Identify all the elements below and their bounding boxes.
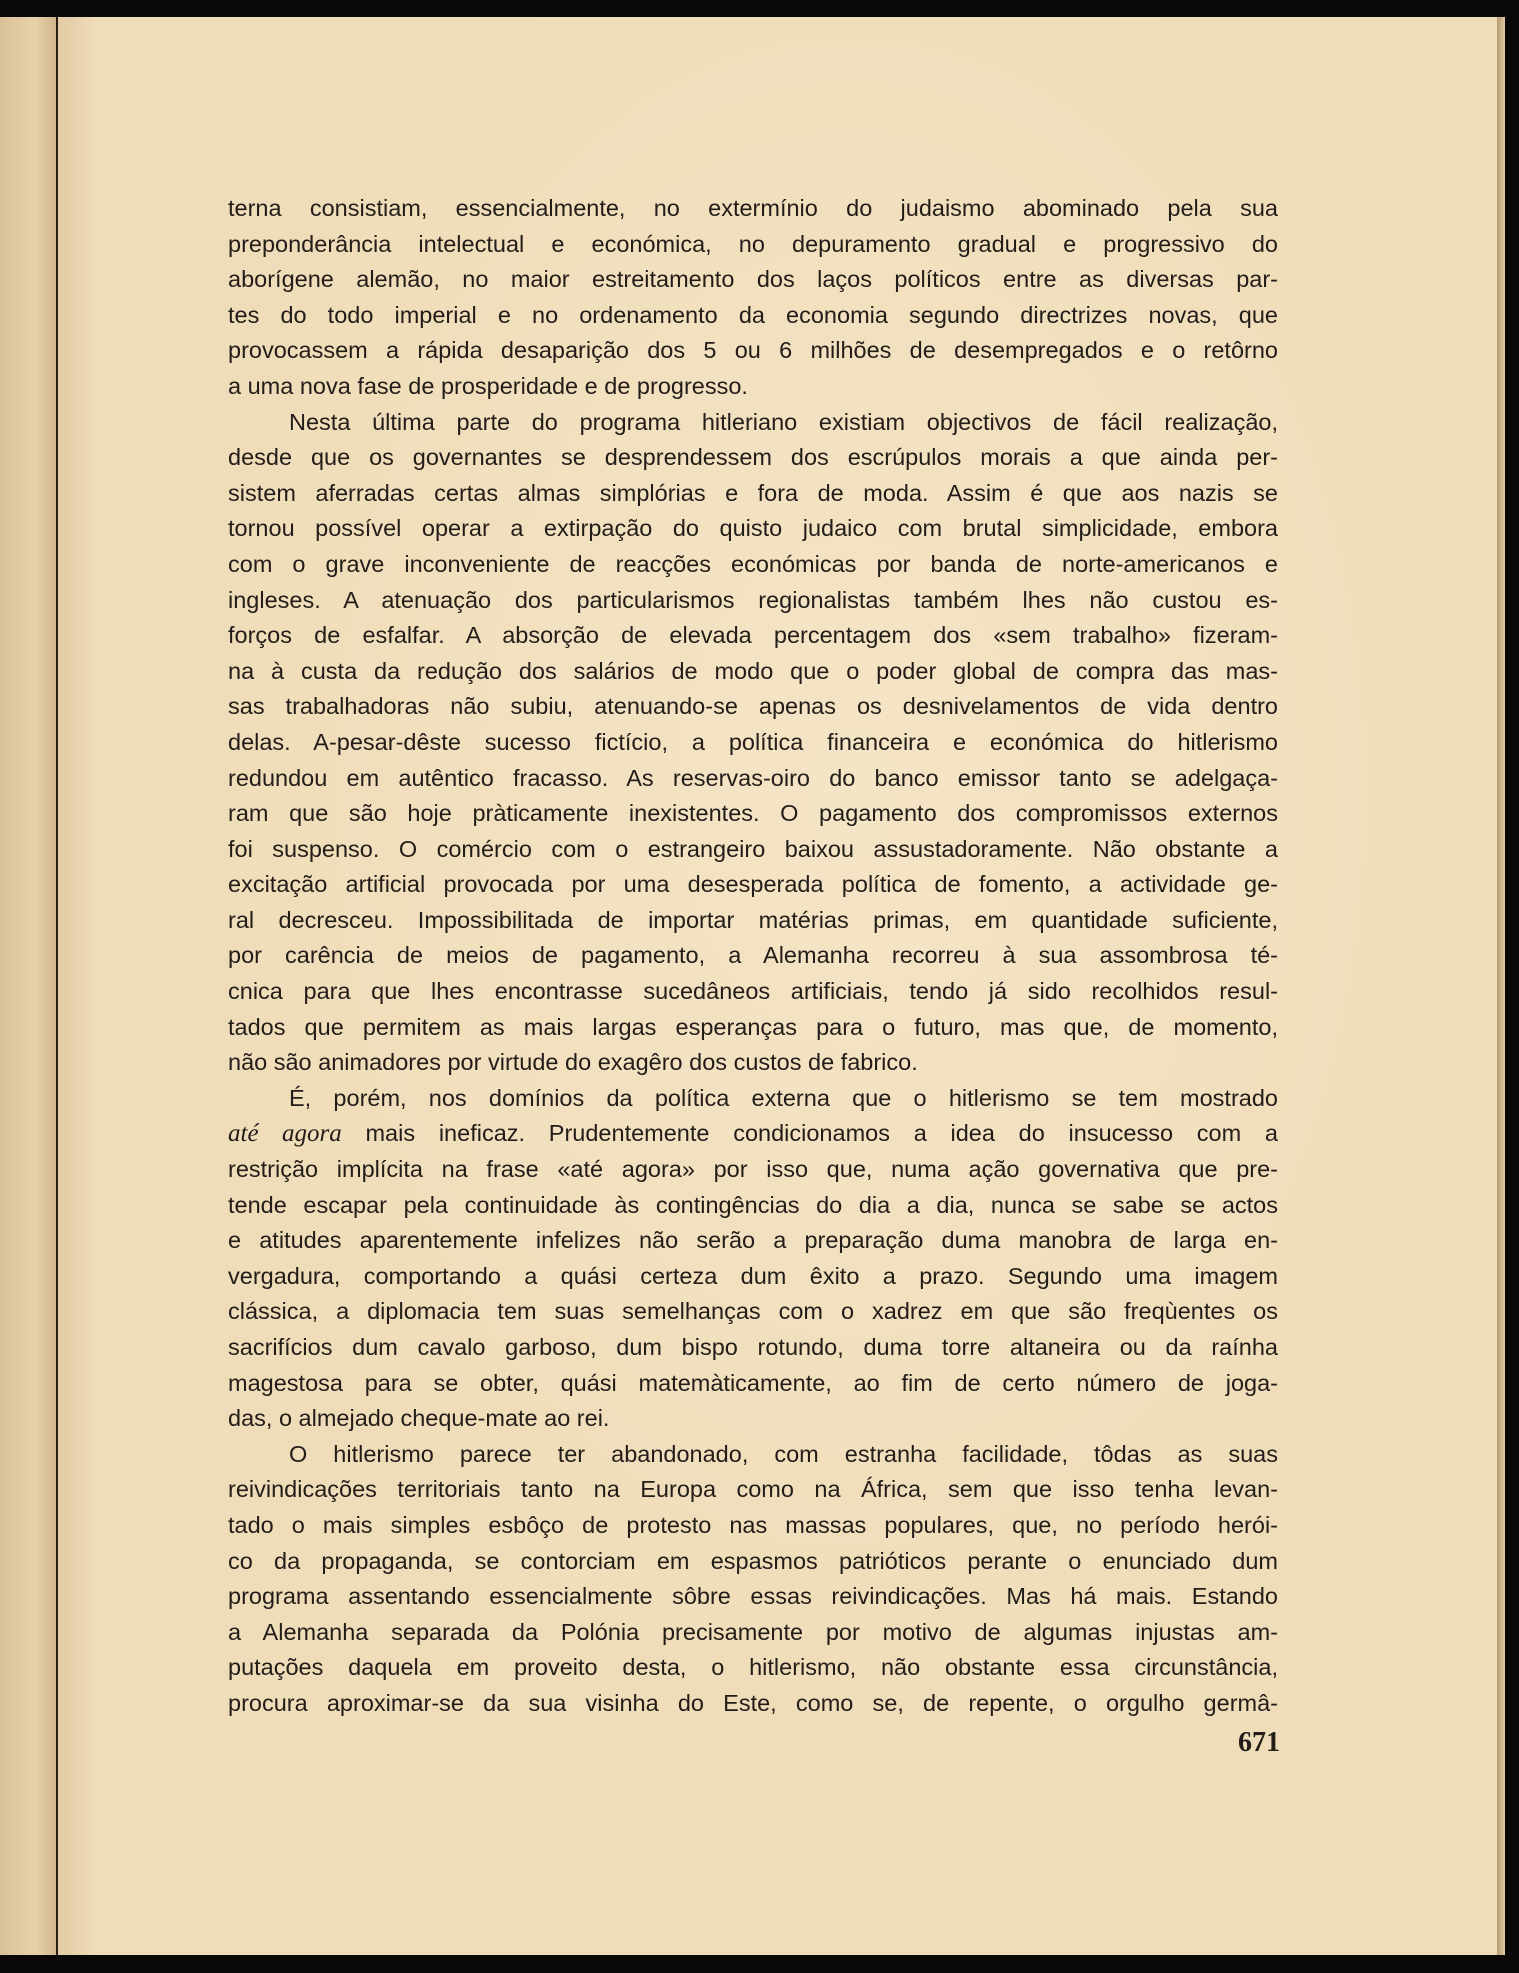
- text-line: a Alemanha separada da Polónia precisamente por motivo de algumas injustas am-: [228, 1618, 1278, 1645]
- text-line: provocassem a rápida desaparição dos 5 ou 6 milhões de desempregados e o retôrno: [228, 337, 1278, 364]
- text-line: procura aproximar-se da sua visinha do Este, como se, de repente, o orgulho germâ-: [228, 1689, 1278, 1716]
- text-line: a uma nova fase de prosperidade e de progresso.: [228, 372, 748, 399]
- text-line-with-italic: [228, 1116, 1278, 1152]
- text-line: cnica para que lhes encontrasse sucedâneos artificiais, tendo já sido recolhidos resul-: [228, 978, 1278, 1005]
- text-line: sistem aferradas certas almas simplórias e fora de moda. Assim é que aos nazis se: [228, 479, 1278, 506]
- text-line: tende escapar pela continuidade às contingências do dia a dia, nunca se sabe se actos: [228, 1191, 1278, 1218]
- text-line: reivindicações territoriais tanto na Europa como na África, sem que isso tenha levan-: [228, 1476, 1278, 1503]
- text-line: tados que permitem as mais largas esperanças para o futuro, mas que, de momento,: [228, 1013, 1278, 1040]
- text-line: O hitlerismo parece ter abandonado, com estranha facilidade, tôdas as suas: [289, 1440, 1278, 1467]
- text-line: e atitudes aparentemente infelizes não serão a preparação duma manobra de larga en-: [228, 1227, 1278, 1254]
- body-text: [228, 191, 1278, 1722]
- text-line: na à custa da redução dos salários de modo que o poder global de compra das mas-: [228, 657, 1278, 684]
- page-number: 671: [1238, 1727, 1280, 1758]
- text-line: redundou em autêntico fracasso. As reservas-oiro do banco emissor tanto se adelgaça-: [228, 764, 1278, 791]
- text-line: sacrifícios dum cavalo garboso, dum bispo rotundo, duma torre altaneira ou da raínha: [228, 1334, 1278, 1360]
- text-line: forços de esfalfar. A absorção de elevada percentagem dos «sem trabalho» fizeram-: [228, 622, 1278, 649]
- text-line: foi suspenso. O comércio com o estrangeiro baixou assustadoramente. Não obstante a: [228, 835, 1278, 862]
- text-line: com o grave inconveniente de reacções económicas por banda de norte-americanos e: [228, 550, 1278, 577]
- text-line: desde que os governantes se desprendessem dos escrúpulos morais a que ainda per-: [228, 444, 1278, 471]
- text-line: tado o mais simples esbôço de protesto nas massas populares, que, no período herói-: [228, 1511, 1278, 1538]
- text-line: ral decresceu. Impossibilitada de importar matérias primas, em quantidade suficiente,: [228, 906, 1278, 933]
- text-line-rest: mais ineficaz. Prudentemente condicionamos a idea do insucesso com a: [365, 1120, 1278, 1147]
- text-line: terna consistiam, essencialmente, no extermínio do judaismo abominado pela sua: [228, 195, 1278, 221]
- text-line: putações daquela em proveito desta, o hitlerismo, não obstante essa circunstância,: [228, 1654, 1278, 1681]
- text-line: vergadura, comportando a quási certeza dum êxito a prazo. Segundo uma imagem: [228, 1262, 1278, 1289]
- text-line: programa assentando essencialmente sôbre essas reivindicações. Mas há mais. Estando: [228, 1583, 1278, 1610]
- text-line: aborígene alemão, no maior estreitamento dos laços políticos entre as diversas par-: [228, 266, 1278, 293]
- text-line: magestosa para se obter, quási matemàticamente, ao fim de certo número de joga-: [228, 1369, 1278, 1396]
- text-line: delas. A-pesar-dêste sucesso fictício, a política financeira e económica do hitlerismo: [228, 728, 1278, 755]
- page-right-edge: [1497, 17, 1505, 1955]
- italic-phrase: até agora: [228, 1120, 342, 1148]
- text-line: ram que são hoje pràticamente inexistentes. O pagamento dos compromissos externos: [228, 800, 1278, 827]
- facing-page-edge: [0, 17, 58, 1955]
- text-line: das, o almejado cheque-mate ao rei.: [228, 1405, 610, 1432]
- text-line: É, porém, nos domínios da política externa que o hitlerismo se tem mostrado: [289, 1084, 1278, 1111]
- text-line: ingleses. A atenuação dos particularismos regionalistas também lhes não custou es-: [228, 586, 1278, 613]
- text-line: tornou possível operar a extirpação do quisto judaico com brutal simplicidade, embora: [228, 515, 1278, 542]
- text-line: por carência de meios de pagamento, a Alemanha recorreu à sua assombrosa té-: [228, 942, 1278, 969]
- text-line: Nesta última parte do programa hitleriano existiam objectivos de fácil realização,: [289, 408, 1278, 435]
- text-line: restrição implícita na frase «até agora» por isso que, numa ação governativa que pre-: [228, 1156, 1278, 1183]
- text-line: clássica, a diplomacia tem suas semelhanças com o xadrez em que são freqùentes os: [228, 1298, 1278, 1325]
- text-line: preponderância intelectual e económica, no depuramento gradual e progressivo do: [228, 230, 1278, 257]
- text-line: sas trabalhadoras não subiu, atenuando-se apenas os desnivelamentos de vida dentro: [228, 693, 1278, 720]
- text-line: não são animadores por virtude do exagêro dos custos de fabrico.: [228, 1049, 918, 1076]
- text-line: tes do todo imperial e no ordenamento da economia segundo directrizes novas, que: [228, 301, 1278, 328]
- text-line: excitação artificial provocada por uma desesperada política de fomento, a actividade ge-: [228, 871, 1278, 898]
- text-line: co da propaganda, se contorciam em espasmos patrióticos perante o enunciado dum: [228, 1547, 1278, 1574]
